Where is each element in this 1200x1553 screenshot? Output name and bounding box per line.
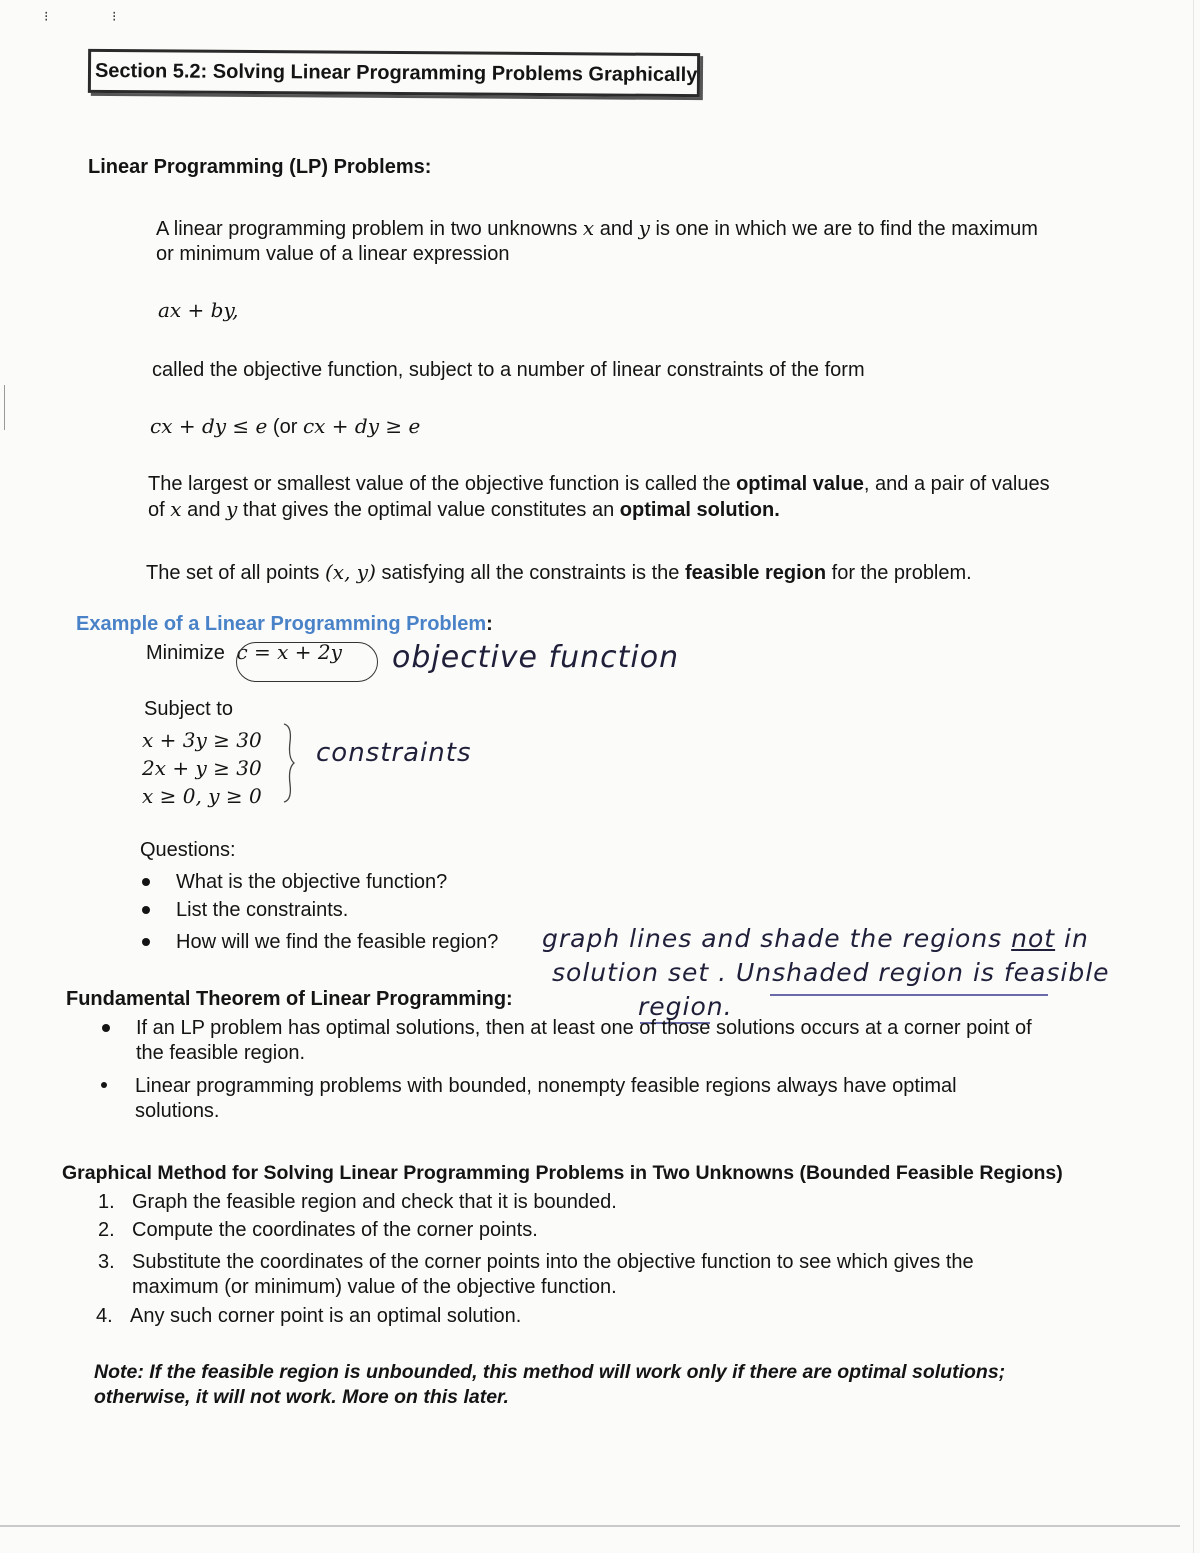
handwritten-underline (770, 994, 1048, 996)
bullet-icon (142, 906, 150, 914)
step-text: Graph the feasible region and check that it is bounded. (132, 1191, 617, 1213)
example-heading-text: Example of a Linear Programming Problem (76, 613, 487, 635)
step-number: 2. (98, 1219, 115, 1241)
note-paragraph (94, 1360, 1005, 1410)
handwritten-answer-line2: solution set . Unshaded region is feasible (552, 958, 1110, 987)
text: and (181, 499, 227, 521)
var-y: y (638, 216, 650, 240)
question-item (176, 870, 447, 895)
questions-label: Questions: (140, 839, 236, 861)
text: A linear programming problem in two unknowns (156, 218, 583, 240)
text: graph lines and shade the regions (542, 924, 1012, 953)
scan-edge-line (4, 385, 5, 430)
theorem-text: If an LP problem has optimal solutions, then at least one of those solutions occurs at a corner point of (136, 1017, 1032, 1039)
text: for the problem. (826, 562, 972, 584)
step-text: Any such corner point is an optimal solution. (130, 1305, 522, 1327)
constraint-ge: cx + dy ≥ e (302, 414, 421, 438)
lp-heading: Linear Programming (LP) Problems: (88, 156, 432, 178)
question-item (176, 898, 348, 923)
method-heading: Graphical Method for Solving Linear Programming Problems in Two Unknowns (Bounded Feasible Regions) (62, 1162, 1063, 1184)
term-feasible-region: feasible region (684, 562, 827, 584)
bullet-icon (101, 1082, 107, 1088)
text: that gives the optimal value constitutes an (237, 499, 620, 521)
text: (or (267, 416, 303, 438)
subject-to-label: Subject to (144, 698, 233, 720)
constraint-item: 2x + y ≥ 30 (142, 756, 262, 780)
section-title-box (88, 49, 700, 97)
underlined-not: not (1011, 924, 1056, 953)
method-step (96, 1304, 522, 1329)
bullet-icon (142, 938, 150, 946)
theorem-text: solutions. (135, 1100, 220, 1122)
theorem-text: Linear programming problems with bounded, nonempty feasible regions always have optimal (135, 1075, 957, 1097)
term-optimal-solution: optimal solution. (619, 499, 780, 521)
note-line: otherwise, it will not work. More on this later. (94, 1386, 509, 1408)
bullet-icon (102, 1024, 110, 1032)
theorem-item (136, 1016, 1032, 1066)
scan-right-edge (1193, 0, 1194, 1553)
var-y: y (226, 497, 238, 521)
step-number: 1. (98, 1191, 115, 1213)
question-text: What is the objective function? (176, 871, 448, 893)
handwritten-objective-note: objective function (392, 640, 680, 675)
text: The set of all points (146, 562, 325, 584)
text: : (486, 613, 493, 635)
step-text: Compute the coordinates of the corner points. (132, 1219, 538, 1241)
term-optimal-value: optimal value (736, 473, 864, 495)
method-step (98, 1250, 974, 1300)
scan-bottom-edge (0, 1525, 1180, 1527)
text: or minimum value of a linear expression (156, 243, 510, 265)
var-x: x (582, 216, 595, 240)
theorem-text: the feasible region. (136, 1042, 306, 1064)
step-text: maximum (or minimum) value of the objective function. (132, 1276, 617, 1298)
step-number: 4. (96, 1305, 113, 1327)
handwritten-answer-line1 (542, 924, 1089, 953)
point-xy: (x, y) (324, 560, 376, 584)
constraint-le: cx + dy ≤ e (150, 414, 268, 438)
scan-mark: ⁝ (112, 8, 117, 24)
method-step (98, 1190, 617, 1215)
optimal-value-definition (148, 472, 1138, 523)
handwritten-constraints-note: constraints (316, 738, 472, 768)
text: of (148, 499, 171, 521)
question-text: How will we find the feasible region? (176, 931, 499, 953)
minimize-label: Minimize (146, 642, 225, 664)
handwritten-oval (236, 642, 378, 682)
constraint-item: x + 3y ≥ 30 (142, 728, 262, 752)
text: and (594, 218, 639, 240)
constraint-form (150, 414, 420, 440)
example-heading (76, 612, 493, 637)
handwritten-brace (282, 722, 296, 804)
text: , and a pair of values (863, 473, 1050, 495)
question-item (176, 930, 498, 955)
handwritten-answer-line3: region. (638, 992, 733, 1021)
constraint-list (142, 726, 262, 810)
lp-definition (156, 216, 1136, 267)
theorem-item (135, 1074, 957, 1124)
question-text: List the constraints. (176, 899, 349, 921)
objective-description: called the objective function, subject to a number of linear constraints of the form (152, 359, 865, 381)
objective-function: c = x + 2y (236, 640, 342, 664)
section-title: Section 5.2: Solving Linear Programming Problems Graphically (94, 59, 698, 87)
step-number: 3. (98, 1251, 115, 1273)
var-x: x (170, 497, 182, 521)
note-line: Note: If the feasible region is unbounded, this method will work only if there are optimal solutions; (94, 1361, 1006, 1383)
method-step (98, 1218, 538, 1243)
step-text: Substitute the coordinates of the corner points into the objective function to see which gives the (132, 1251, 974, 1273)
feasible-region-definition (146, 560, 972, 586)
scan-mark: ⁝ (44, 8, 49, 24)
text: satisfying all the constraints is the (375, 562, 685, 584)
theorem-heading: Fundamental Theorem of Linear Programming: (66, 988, 513, 1010)
text: is one in which we are to find the maximum (649, 218, 1038, 240)
text: in (1055, 924, 1089, 953)
bullet-icon (142, 878, 150, 886)
linear-expression: ax + by, (158, 298, 239, 322)
text: The largest or smallest value of the objective function is called the (148, 473, 737, 495)
constraint-item: x ≥ 0, y ≥ 0 (142, 784, 262, 808)
